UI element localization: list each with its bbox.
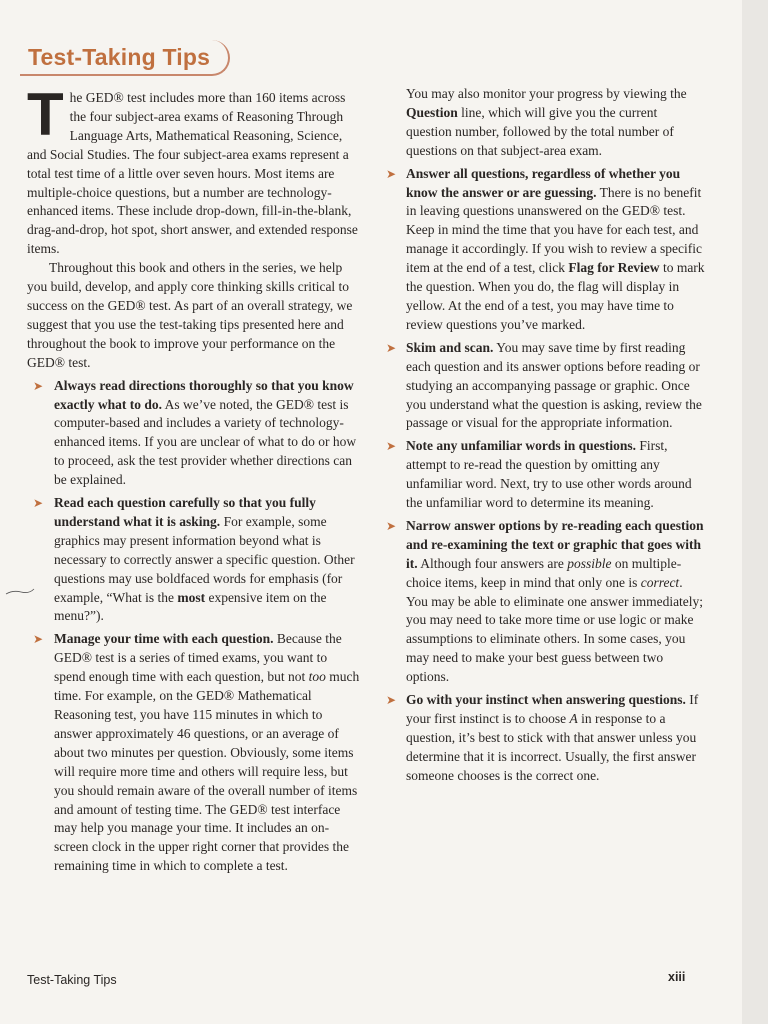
tip-manage-time	[27, 630, 360, 876]
tip-heading: Narrow answer options by re-reading each question and re-examining the text or graphic that goes with it.	[406, 517, 704, 571]
arrow-bullet-icon: ➤	[386, 518, 397, 533]
tip-text: in response to a question, it’s best to stick with that answer unless you determine that it is incorrect. Usually, the first answer someone chooses is the correct one.	[406, 711, 697, 783]
tip-narrow-options	[386, 517, 706, 687]
tip-italic: correct	[640, 574, 680, 590]
tip-text: You may save time by first reading each question and its answer options before reading or studying an accompanying passage or graphic. Once you understand what the question is asking, review the passage or visual for the appropriate information.	[406, 339, 702, 431]
tip-heading: Read each question carefully so that you fully understand what it is asking.	[54, 495, 316, 529]
tip-text: expensive item on the menu?”).	[54, 589, 327, 624]
tip-read-question	[27, 494, 360, 626]
tip-heading: Go with your instinct when answering questions.	[406, 692, 686, 708]
scan-edge	[742, 0, 768, 1024]
tip-emphasis: most	[177, 589, 206, 605]
question-label: Question	[406, 104, 458, 120]
tip-text: on multiple-choice items, keep in mind that only one is	[406, 555, 682, 590]
page-number: xiii	[668, 970, 686, 984]
right-column	[386, 85, 706, 786]
tip-text: Because the GED® test is a series of timed exams, you want to spend enough time with each question, but not	[54, 631, 342, 685]
tip-italic: A	[569, 711, 578, 726]
arrow-bullet-icon: ➤	[33, 632, 44, 647]
tip-text: First, attempt to re-read the question by omitting any unfamiliar word. Next, try to use other words around the unfamiliar word to determine its meaning.	[406, 438, 692, 511]
continued-text: You may also monitor your progress by viewing the	[406, 86, 687, 101]
tip-text: to mark the question. When you do, the flag will display in yellow. At the end of a test, you may have time to review questions you’ve marked.	[406, 260, 705, 332]
tip-text: Although four answers are	[420, 555, 564, 571]
continued-text: line, which will give you the current question number, followed by the total number of questions on that subject-area exam.	[406, 104, 674, 158]
left-column	[27, 81, 360, 876]
tip-text: . You may be able to eliminate one answer immediately; you may need to take more time or use logic or make assumptions to eliminate others. In some cases, you may need to make your best guess between two options.	[406, 574, 704, 685]
tip-skim-scan	[386, 339, 706, 434]
tip-heading: Skim and scan.	[406, 339, 494, 355]
title-banner	[20, 40, 230, 76]
intro-paragraph	[27, 81, 360, 259]
tip-heading: Answer all questions, regardless of whether you know the answer or are guessing.	[406, 165, 681, 200]
continued-paragraph	[386, 85, 706, 161]
arrow-bullet-icon: ➤	[386, 439, 397, 454]
intro-text: he GED® test includes more than 160 items across the four subject-area exams of Reasoning Through Language Arts, Mathematical Reasoning, Science, and Social Studies. The four subject-area exams represent a total test time of a little over seven hours. Most items are multiple-choice questions, but a number are technology-enhanced items. These include drop-down, fill-in-the-blank, drag-and-drop, hot spot, short answer, and extended response items.	[27, 90, 358, 257]
tip-heading: Note any unfamiliar words in questions.	[406, 438, 637, 454]
tip-heading: Always read directions thoroughly so that you know exactly what to do.	[54, 377, 354, 412]
tip-read-directions	[27, 377, 360, 490]
tip-answer-all	[386, 165, 706, 335]
arrow-bullet-icon: ➤	[386, 340, 397, 355]
paragraph-strategy: Throughout this book and others in the series, we help you build, develop, and apply core thinking skills critical to success on the GED® test. As part of an overall strategy, we suggest that you use the test-taking tips presented here and throughout the book to improve your performance on the GED® test.	[27, 260, 353, 370]
page-title: Test-Taking Tips	[28, 44, 211, 70]
tip-heading: Manage your time with each question.	[54, 631, 274, 647]
arrow-bullet-icon: ➤	[33, 496, 44, 511]
tip-text: For example, some graphics may present information beyond what is necessary to correctly answer a specific question. Other questions may use boldfaced words for emphasis (for example, “What is the	[54, 513, 355, 605]
footer-section-title: Test-Taking Tips	[27, 973, 117, 987]
flag-for-review-label: Flag for Review	[568, 260, 660, 276]
tip-unfamiliar-words	[386, 437, 706, 513]
tip-text: much time. For example, on the GED® Mathematical Reasoning test, you have 115 minutes in which to answer approximately 46 questions, or an average of about two minutes per question. Obviously, some items will require more time and others will require less, but you should remain aware of the overall number of items and amount of testing time. The GED® test interface may help you manage your time. It includes an on-screen clock in the upper right corner that provides the remaining time in which to complete a test.	[54, 669, 360, 874]
tip-text: If your first instinct is to choose	[406, 692, 699, 726]
arrow-bullet-icon: ➤	[386, 166, 397, 181]
tip-text: As we’ve noted, the GED® test is computer-based and includes a variety of technology-enhanced items. If you are unclear of what to do or how to proceed, ask the test provider whether directions can be explained.	[54, 396, 357, 488]
tip-go-with-instinct	[386, 691, 706, 786]
tip-italic: possible	[567, 555, 612, 571]
drop-cap: T	[27, 81, 64, 148]
arrow-bullet-icon: ➤	[33, 378, 44, 393]
tip-text: There is no benefit in leaving questions unanswered on the GED® test. Keep in mind the time that you have for each test, and manage it accordingly. If you wish to review a specific item at the end of a test, click	[406, 184, 703, 276]
tip-italic: too	[308, 669, 326, 685]
arrow-bullet-icon: ➤	[386, 693, 397, 708]
